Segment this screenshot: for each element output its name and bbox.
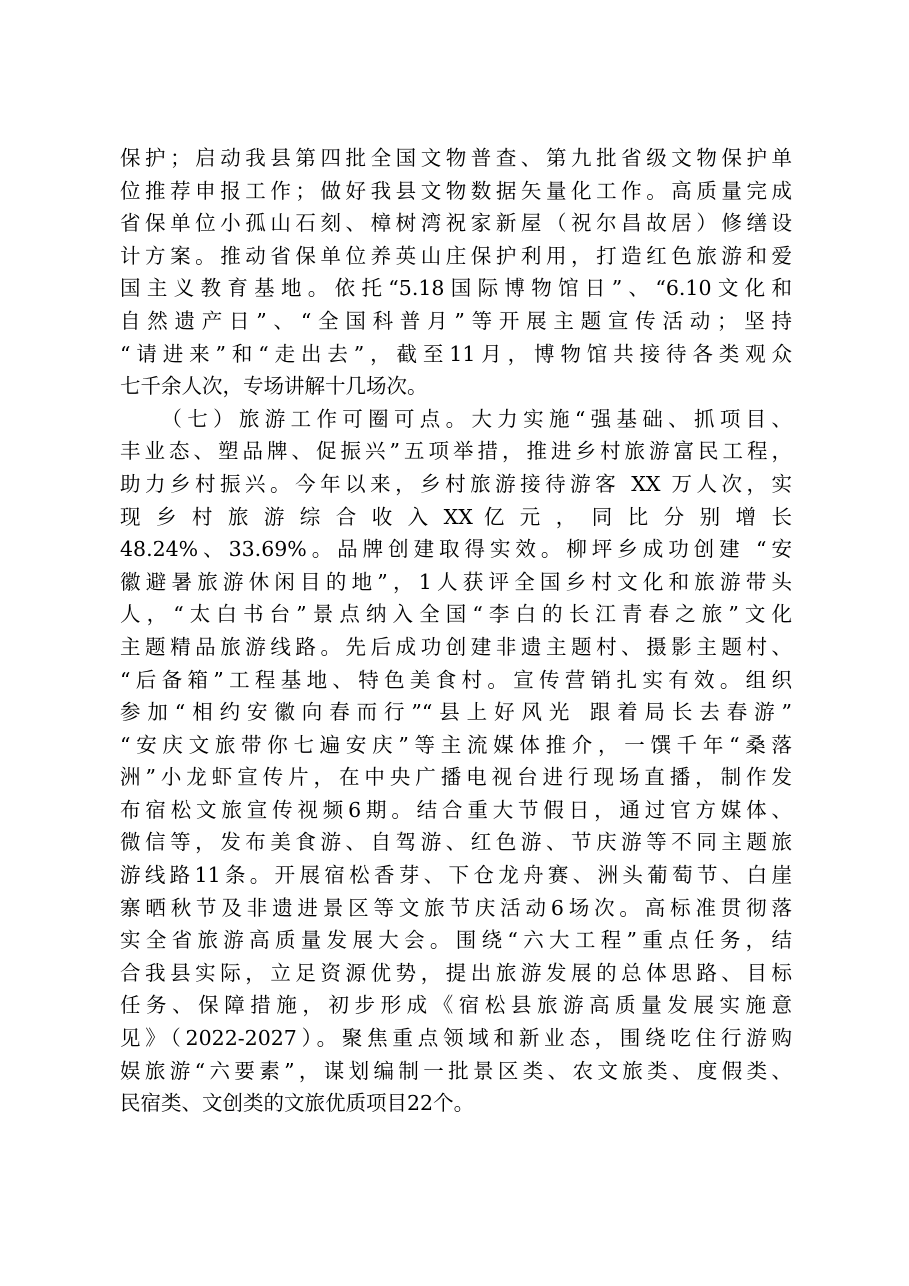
text-line: 微信等，发布美食游、自驾游、红色游、节庆游等不同主题旅: [120, 830, 792, 855]
text-line: 徽避暑旅游休闲目的地”，1人获评全国乡村文化和旅游带头: [120, 569, 792, 594]
text-line: 合我县实际，立足资源优势，提出旅游发展的总体思路、目标: [120, 960, 792, 985]
section-heading-line: （七）旅游工作可圈可点。大力实施“强基础、抓项目、: [120, 406, 792, 431]
text-line: 位推荐申报工作；做好我县文物数据矢量化工作。高质量完成: [120, 178, 792, 203]
text-line: 布宿松文旅宣传视频6期。结合重大节假日，通过官方媒体、: [120, 797, 792, 822]
text-line: “请进来”和“走出去”，截至11月，博物馆共接待各类观众: [120, 341, 792, 366]
text-line: 寨晒秋节及非遗进景区等文旅节庆活动6场次。高标准贯彻落: [120, 895, 792, 920]
text-line: “后备箱”工程基地、特色美食村。宣传营销扎实有效。组织: [120, 667, 792, 692]
text-line: 娱旅游“六要素”，谋划编制一批景区类、农文旅类、度假类、: [120, 1058, 792, 1083]
text-line: 保护；启动我县第四批全国文物普查、第九批省级文物保护单: [120, 146, 792, 170]
text-line: 实全省旅游高质量发展大会。围绕“六大工程”重点任务，结: [120, 928, 792, 953]
text-line: 游线路11条。开展宿松香芽、下仓龙舟赛、洲头葡萄节、白崖: [120, 863, 792, 888]
text-line: 见》（2022-2027）。聚焦重点领域和新业态，围绕吃住行游购: [120, 1026, 792, 1051]
text-line: 助力乡村振兴。今年以来，乡村旅游接待游客 XX 万人次，实: [120, 471, 792, 496]
text-line: “安庆文旅带你七遍安庆”等主流媒体推介，一馔千年“桑落: [120, 732, 792, 757]
text-line: 丰业态、塑品牌、促振兴”五项举措，推进乡村旅游富民工程，: [120, 439, 792, 464]
text-line: 任务、保障措施，初步形成《宿松县旅游高质量发展实施意: [120, 993, 792, 1018]
text-line: 省保单位小孤山石刻、樟树湾祝家新屋（祝尔昌故居）修缮设: [120, 211, 792, 236]
text-line: 国主义教育基地。依托“5.18国际博物馆日”、“6.10文化和: [120, 276, 792, 301]
text-line: 计方案。推动省保单位养英山庄保护利用，打造红色旅游和爱: [120, 243, 792, 268]
text-line: 七千余人次，专场讲解十几场次。: [120, 374, 428, 399]
text-line: 48.24%、33.69%。品牌创建取得实效。柳坪乡成功创建 “安: [120, 537, 792, 562]
text-line: 人，“太白书台”景点纳入全国“李白的长江青春之旅”文化: [120, 602, 792, 627]
text-line: 自然遗产日”、“全国科普月”等开展主题宣传活动；坚持: [120, 308, 792, 333]
text-line: 洲”小龙虾宣传片，在中央广播电视台进行现场直播，制作发: [120, 765, 792, 790]
text-line: 现 乡 村 旅 游 综 合 收 入 XX 亿 元 ， 同 比 分 别 增 长: [120, 504, 792, 529]
body-text: [120, 142, 792, 1120]
text-line: 民宿类、文创类的文旅优质项目22个。: [120, 1091, 475, 1116]
text-line: 参加“相约安徽向春而行”“县上好风光 跟着局长去春游”: [120, 700, 792, 725]
text-line: 主题精品旅游线路。先后成功创建非遗主题村、摄影主题村、: [120, 634, 792, 659]
